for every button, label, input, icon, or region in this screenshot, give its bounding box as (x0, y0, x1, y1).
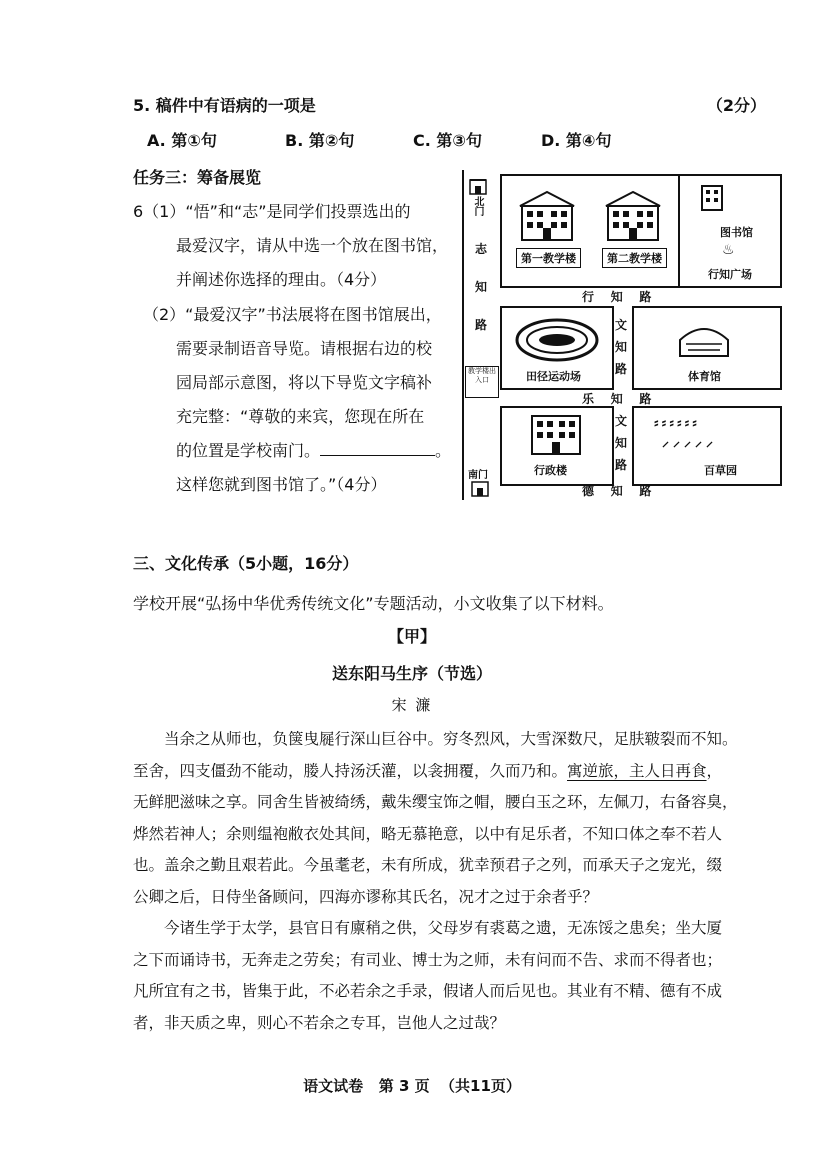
essay-line: 烨然若神人；余则缊袍敝衣处其间，略无慕艳意，以中有足乐者，不知口体之奉不若人 (133, 824, 723, 843)
section-3-heading: 三、文化传承（5小题，16分） (133, 554, 359, 573)
q6-p2-line: 园局部示意图，将以下导览文字稿补 (176, 373, 433, 392)
south-gate-label: 南门 (468, 470, 488, 481)
q6-p1-line: 6（1）“悟”和“志”是同学们投票选出的 (133, 202, 411, 221)
side-entrance-label: 教学楼出入口 (468, 367, 496, 384)
section-3-intro: 学校开展“弘扬中华优秀传统文化”专题活动，小文收集了以下材料。 (133, 594, 614, 613)
road-char: 路 (614, 362, 627, 376)
essay-line: 今诸生学于太学，县官日有廪稍之供，父母岁有裘葛之遗，无冻馁之患矣；坐大厦 (164, 919, 723, 937)
teach1-label: 第一教学楼 (516, 248, 581, 268)
q6-p2-line: 充完整：“尊敬的来宾，您现在所在 (176, 407, 425, 426)
garden-label: 百草园 (704, 464, 737, 477)
option-b: B. 第②句 (285, 131, 355, 150)
building-icon (602, 190, 664, 242)
essay-title: 送东阳马生序（节选） (331, 664, 492, 683)
q6-text: 的位置是学校南门。 (176, 441, 321, 460)
garden-box (632, 406, 782, 486)
square-label: 行知广场 (708, 268, 752, 281)
essay-line: 也。盖余之勤且艰若此。今虽耄老，未有所成，犹幸预君子之列，而承天子之宠光，缀 (133, 856, 723, 874)
material-jia-label: 【甲】 (387, 627, 436, 646)
underlined-phrase: 寓逆旅，主人日再食 (567, 761, 707, 780)
essay-line: 之下而诵诗书，无奔走之劳矣；有司业、博士为之师，未有问而不告、求而不得者也； (133, 950, 723, 969)
track-icon (512, 314, 602, 366)
option-d: D. 第④句 (541, 131, 612, 150)
q6-p2-line5 (176, 438, 451, 461)
q6-p1-line: 并阐述你选择的理由。（4分） (176, 270, 387, 289)
side-entrance-box (465, 366, 499, 398)
q6-text: 。 (435, 441, 452, 460)
road-char: 志 (474, 242, 487, 256)
road-char: 知 (474, 280, 487, 294)
essay-line: 者，非天质之卑，则心不若余之专耳，岂他人之过哉？ (133, 1013, 506, 1032)
plant-icon: ⸝⸝⸝⸝⸝ (662, 434, 717, 450)
road-char: 路 (474, 318, 487, 332)
teach2-label: 第二教学楼 (602, 248, 667, 268)
building-icon (516, 190, 578, 242)
essay-line: 当余之从师也，负箧曳屣行深山巨谷中。穷冬烈风，大雪深数尺，足肤皲裂而不知。 (164, 730, 738, 748)
essay-line: 无鲜肥滋味之享。同舍生皆被绮绣，戴朱缨宝饰之帽，腰白玉之环，左佩刀，右备容臭， (133, 793, 738, 811)
road-char: 路 (614, 458, 627, 472)
q6-p1-line: 最爱汉字，请从中选一个放在图书馆， (176, 236, 449, 255)
xingzhi-road-label: 行 知 路 (582, 290, 652, 304)
track-label: 田径运动场 (526, 370, 581, 383)
admin-label: 行政楼 (534, 464, 567, 477)
library-box (678, 174, 782, 288)
library-label: 图书馆 (720, 226, 753, 239)
essay-author: 宋 濂 (391, 696, 433, 714)
road-char: 知 (614, 340, 627, 354)
task-3-heading: 任务三：筹备展览 (133, 168, 262, 187)
admin-box (500, 406, 614, 486)
road-char: 文 (614, 318, 627, 332)
zhizhi-road-label (474, 230, 488, 344)
option-a: A. 第①句 (147, 131, 217, 150)
page-footer: 语文试卷 第 3 页 （共11页） (303, 1077, 521, 1095)
track-box (500, 306, 614, 390)
road-char: 文 (614, 414, 627, 428)
flame-icon: ♨ (722, 242, 735, 258)
gym-label: 体育馆 (688, 370, 721, 383)
essay-paragraph-2 (133, 913, 773, 1039)
question-5-score: （2分） (706, 96, 766, 115)
teaching-area-box (500, 174, 682, 288)
essay-line: 凡所宜有之书，皆集于此，不必若余之手录，假诸人而后见也。其业有不精、德有不成 (133, 982, 723, 1000)
essay-line (133, 756, 773, 788)
gym-icon (674, 316, 734, 362)
essay-paragraph-1 (133, 724, 773, 913)
essay-text: ， (706, 761, 723, 780)
plant-icon: ⸗⸗⸗⸗⸗⸗ (654, 415, 700, 431)
gate-icon (470, 478, 490, 498)
gym-box (632, 306, 782, 390)
q6-p2-line: （2）“最爱汉字”书法展将在图书馆展出， (143, 305, 442, 324)
wenzhi-road-label (614, 314, 628, 380)
map-west-wall (462, 170, 464, 500)
gate-icon (468, 176, 488, 196)
campus-map (462, 170, 782, 500)
dezhi-road-label: 德 知 路 (582, 484, 652, 498)
lezhi-road-label: 乐 知 路 (582, 392, 652, 406)
north-gate-label: 北门 (472, 196, 483, 216)
option-c: C. 第③句 (413, 131, 482, 150)
q6-p2-line: 需要录制语音导览。请根据右边的校 (176, 339, 433, 358)
answer-blank[interactable] (320, 441, 435, 456)
admin-building-icon (528, 412, 584, 456)
question-5-title: 5. 稿件中有语病的一项是 (133, 96, 316, 115)
essay-text: 至舍，四支僵劲不能动，媵人持汤沃灌，以衾拥覆，久而乃和。 (133, 761, 568, 780)
essay-line: 公卿之后，日侍坐备顾问，四海亦谬称其氏名，况才之过于余者乎？ (133, 887, 599, 906)
library-icon (700, 182, 724, 212)
q6-p2-line: 这样您就到图书馆了。”（4分） (176, 475, 387, 494)
road-char: 知 (614, 436, 627, 450)
wenzhi-road-label (614, 410, 628, 476)
